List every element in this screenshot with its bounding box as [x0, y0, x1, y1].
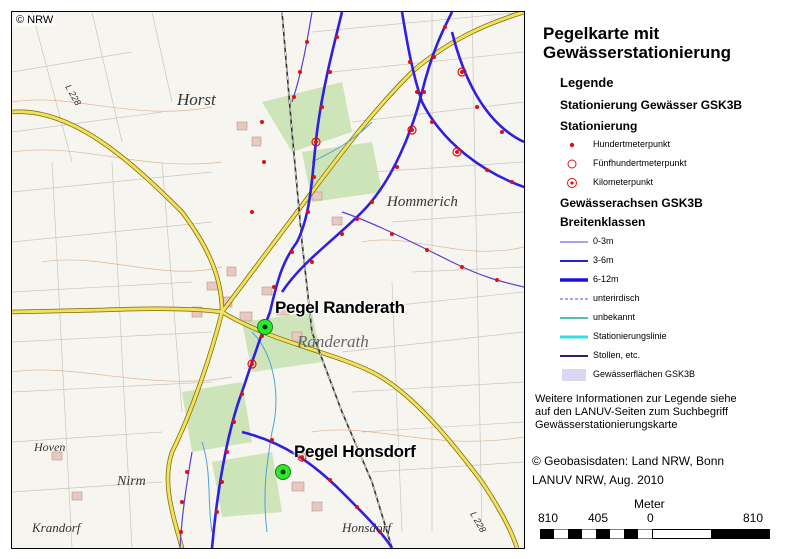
legend-label: unbekannt: [593, 312, 636, 322]
legend-item-stationierungslinie: [560, 330, 790, 344]
legend-item-gewaesserflaechen: [560, 368, 790, 382]
legend-label: Kilometerpunkt: [593, 177, 654, 187]
map-title: [543, 24, 773, 62]
line-cyan-icon: [560, 330, 588, 344]
info-line: Gewässerstationierungskarte: [535, 419, 678, 431]
scale-bar-graphic: [540, 529, 770, 539]
area-swatch-icon: [560, 368, 588, 382]
line-thick-icon: [560, 273, 588, 287]
legend-item-0-3m: [560, 235, 790, 249]
legend-item-hundertmeterpunkt: [560, 138, 790, 152]
line-medium-icon: [560, 254, 588, 268]
stationierung-gewaesser-heading: Stationierung Gewässer GSK3B: [560, 98, 743, 112]
legend-label: 3-6m: [593, 255, 614, 265]
map-panel[interactable]: [11, 11, 525, 549]
road-label: L 228: [63, 82, 84, 108]
legend-heading: Legende: [560, 75, 614, 90]
scale-unit: Meter: [634, 497, 665, 511]
gauge-marker-randerath[interactable]: [258, 320, 273, 335]
legend-item-unterirdisch: [560, 292, 790, 306]
red-ring-icon: [560, 157, 588, 171]
line-dark-purple-icon: [560, 349, 588, 363]
town-label-horst: Horst: [177, 90, 216, 109]
legend-info-text: [535, 393, 737, 432]
legend-item-fuenfhundertmeterpunkt: [560, 157, 790, 171]
legend-label: Stationierungslinie: [593, 331, 667, 341]
legend-label: Fünfhundertmeterpunkt: [593, 158, 687, 168]
town-label-nirm: Nirm: [117, 474, 146, 489]
credits-line: © Geobasisdaten: Land NRW, Bonn: [532, 454, 725, 468]
map-copyright: © NRW: [16, 14, 54, 26]
line-teal-icon: [560, 311, 588, 325]
legend-item-stollen: [560, 349, 790, 363]
stationierung-heading: Stationierung: [560, 119, 638, 133]
legend-label: Stollen, etc.: [593, 350, 641, 360]
legend-item-unbekannt: [560, 311, 790, 325]
town-label-hommerich: Hommerich: [387, 194, 458, 210]
line-thin-icon: [560, 235, 588, 249]
scale-tick-label: 0: [647, 511, 654, 525]
info-line: Weitere Informationen zur Legende siehe: [535, 393, 737, 405]
legend-panel: [528, 0, 794, 559]
legend-item-3-6m: [560, 254, 790, 268]
gauge-label-honsdorf[interactable]: Pegel Honsdorf: [294, 442, 416, 461]
legend-label: unterirdisch: [593, 293, 640, 303]
breitenklassen-heading: Breitenklassen: [560, 215, 646, 229]
legend-label: 6-12m: [593, 274, 619, 284]
scale-tick-label: 405: [588, 511, 609, 525]
scale-tick-label: 810: [743, 511, 764, 525]
topographic-map: [12, 12, 524, 548]
red-target-icon: [560, 176, 588, 190]
legend-label: Hundertmeterpunkt: [593, 139, 671, 149]
legend-item-6-12m: [560, 273, 790, 287]
credits-line: LANUV NRW, Aug. 2010: [532, 473, 664, 487]
map-title-text: Pegelkarte mit Gewässerstationierung: [543, 24, 732, 62]
legend-item-kilometerpunkt: [560, 176, 790, 190]
town-label-hoven: Hoven: [34, 440, 66, 454]
town-label-randerath: Randerath: [297, 332, 369, 351]
gewaesserachsen-heading: Gewässerachsen GSK3B: [560, 196, 703, 210]
legend-label: Gewässerflächen GSK3B: [593, 369, 696, 379]
red-dot-icon: [560, 138, 588, 152]
info-line: auf den LANUV-Seiten zum Suchbegriff: [535, 406, 729, 418]
road-label: L 228: [468, 509, 489, 535]
scale-tick-label: 810: [538, 511, 559, 525]
scale-bar: [528, 497, 794, 547]
gauge-marker-honsdorf[interactable]: [276, 465, 291, 480]
gauge-label-randerath[interactable]: Pegel Randerath: [275, 298, 405, 317]
credits: [532, 452, 724, 490]
line-dashed-icon: [560, 292, 588, 306]
legend-label: 0-3m: [593, 236, 614, 246]
town-label-krandorf: Krandorf: [32, 520, 81, 535]
town-label-honsdorf: Honsdorf: [342, 520, 392, 535]
